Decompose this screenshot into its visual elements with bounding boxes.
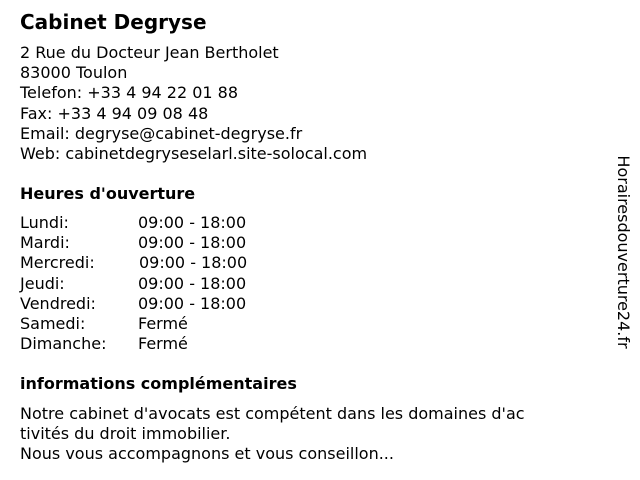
hours-day: Vendredi: (20, 293, 96, 313)
hours-day: Jeudi: (20, 273, 65, 293)
email-line: Email: degryse@cabinet-degryse.fr (20, 123, 303, 143)
hours-day: Mardi: (20, 233, 70, 253)
site-watermark: Horairesdouverture24.fr (614, 155, 633, 349)
info-line: tivités du droit immobilier. (20, 424, 231, 443)
opening-hours-heading: Heures d'ouverture (20, 184, 196, 203)
business-title: Cabinet Degryse (20, 10, 207, 34)
fax-line: Fax: +33 4 94 09 08 48 (20, 103, 209, 123)
hours-day: Samedi: (20, 313, 86, 333)
website-line: Web: cabinetdegryseselarl.site-solocal.com (20, 143, 368, 163)
hours-time: 09:00 - 18:00 (139, 253, 248, 273)
hours-time: Fermé (138, 313, 188, 333)
info-line: Notre cabinet d'avocats est compétent dans les domaines d'ac (20, 404, 525, 423)
hours-time: 09:00 - 18:00 (138, 233, 247, 253)
hours-day: Dimanche: (20, 334, 107, 354)
address-line-street: 2 Rue du Docteur Jean Bertholet (20, 43, 279, 62)
hours-time: 09:00 - 18:00 (138, 213, 247, 232)
hours-time: 09:00 - 18:00 (138, 273, 247, 293)
hours-time: 09:00 - 18:00 (138, 293, 247, 313)
additional-info-heading: informations complémentaires (20, 374, 297, 393)
address-line-city: 83000 Toulon (20, 63, 128, 83)
phone-line: Telefon: +33 4 94 22 01 88 (20, 83, 239, 103)
hours-day: Lundi: (20, 213, 69, 232)
info-line: Nous vous accompagnons et vous conseillon... (20, 444, 394, 463)
hours-time: Fermé (138, 334, 188, 354)
contact-block (20, 43, 367, 164)
additional-info-text (20, 404, 525, 464)
hours-day: Mercredi: (20, 253, 95, 273)
